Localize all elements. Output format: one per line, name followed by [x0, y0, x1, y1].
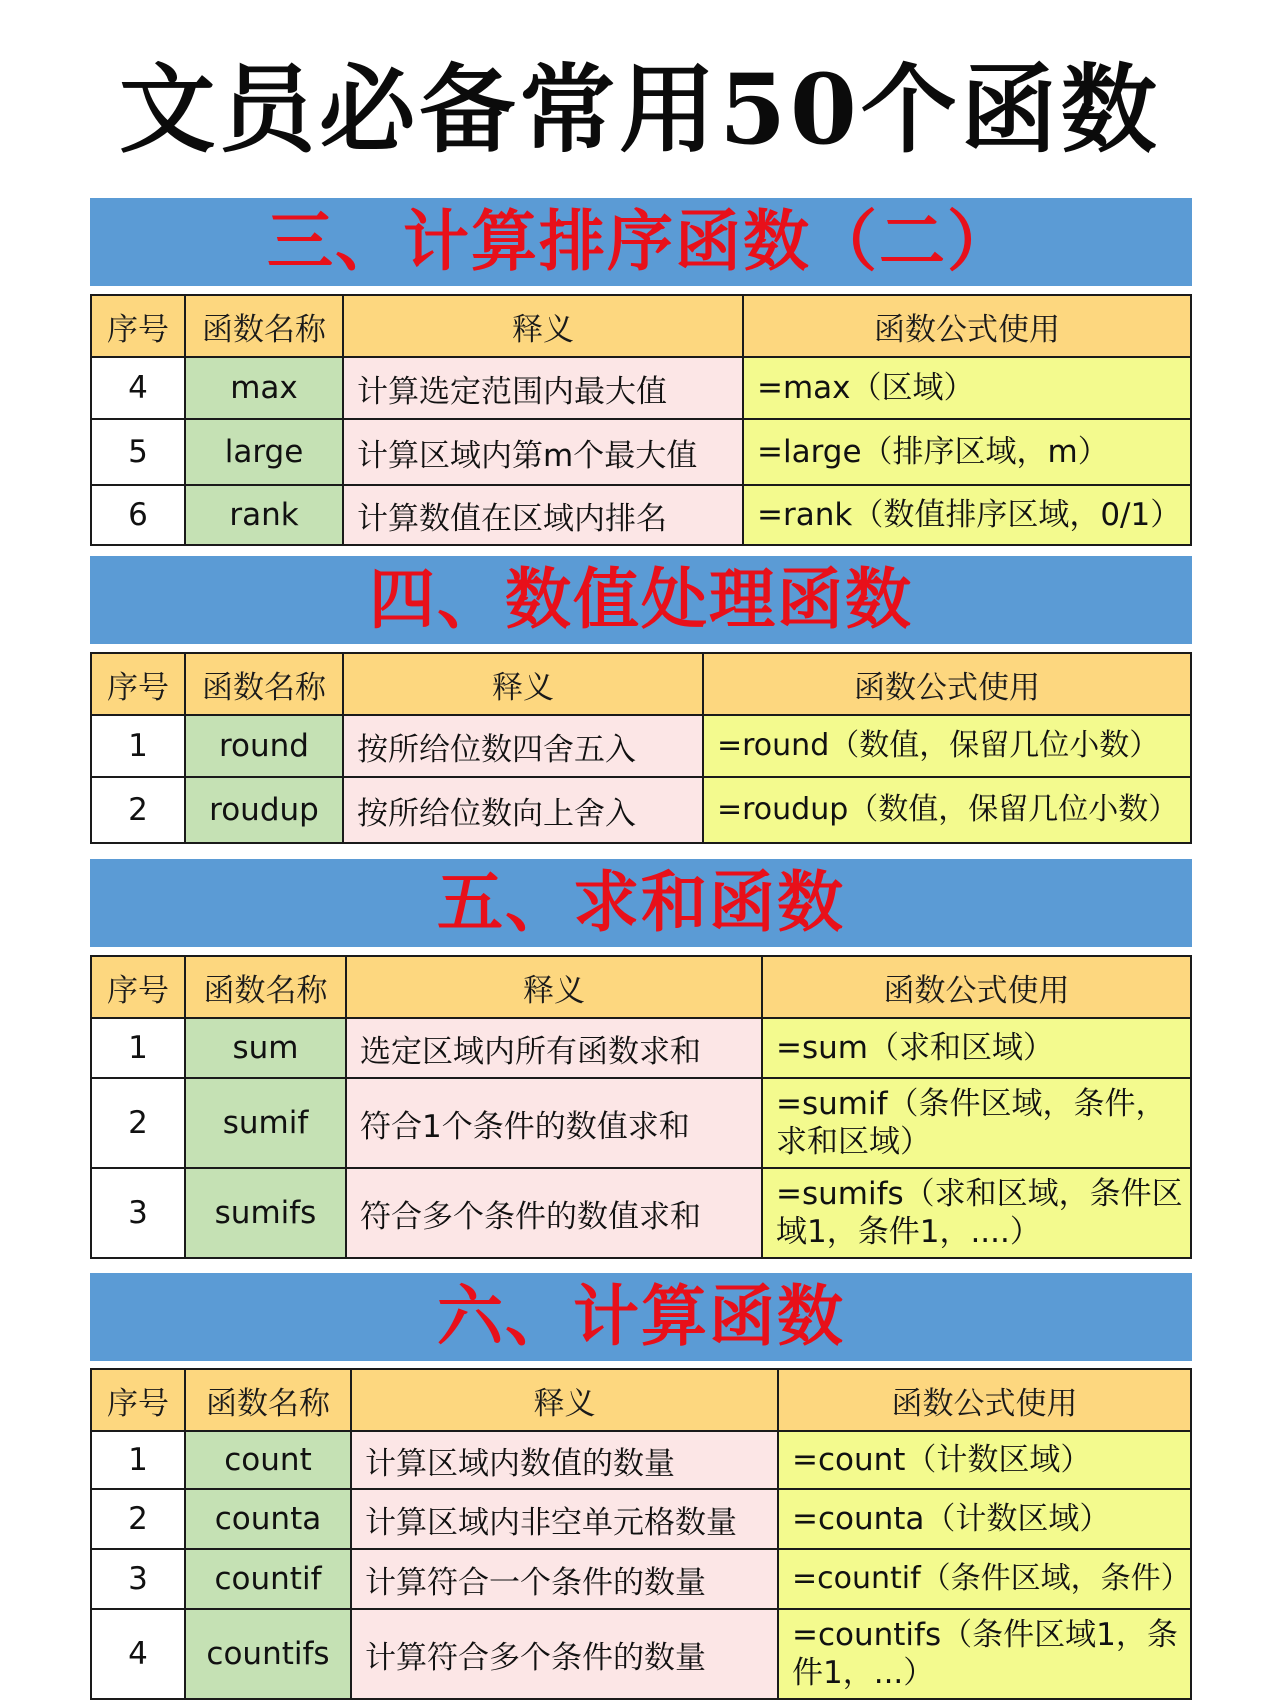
row-index: 6 [91, 485, 185, 545]
section-title-calc-sort: 三、计算排序函数（二） [90, 198, 1192, 286]
header-formula: 函数公式使用 [778, 1369, 1191, 1431]
function-name: large [185, 419, 343, 485]
table-row [91, 485, 1191, 545]
table-row [91, 1168, 1191, 1258]
header-function-name: 函数名称 [185, 653, 343, 715]
function-formula: =countif（条件区域，条件） [778, 1549, 1191, 1609]
function-name: sumifs [185, 1168, 346, 1258]
function-description: 符合1个条件的数值求和 [346, 1078, 762, 1168]
function-formula: =countifs（条件区域1，条件1，...） [778, 1609, 1191, 1699]
function-formula: =sumif（条件区域，条件，求和区域） [762, 1078, 1191, 1168]
table-row [91, 1018, 1191, 1078]
page-title: 文员必备常用50个函数 [119, 53, 1161, 166]
table-row [91, 1609, 1191, 1699]
function-name: counta [185, 1489, 351, 1549]
function-formula: =large（排序区域，m） [743, 419, 1191, 485]
function-name: count [185, 1431, 351, 1489]
header-function-name: 函数名称 [185, 295, 343, 357]
function-table-calc-sort [90, 294, 1192, 546]
function-formula: =count（计数区域） [778, 1431, 1191, 1489]
header-description: 释义 [343, 295, 743, 357]
header-function-name: 函数名称 [185, 956, 346, 1018]
table-row [91, 419, 1191, 485]
table-header-row [91, 653, 1191, 715]
function-description: 按所给位数四舍五入 [343, 715, 703, 777]
table-row [91, 777, 1191, 843]
section-title-count: 六、计算函数 [90, 1273, 1192, 1361]
function-name: sum [185, 1018, 346, 1078]
row-index: 5 [91, 419, 185, 485]
function-description: 计算区域内数值的数量 [351, 1431, 778, 1489]
row-index: 3 [91, 1549, 185, 1609]
function-table-sum [90, 955, 1192, 1259]
table-row [91, 1078, 1191, 1168]
function-description: 选定区域内所有函数求和 [346, 1018, 762, 1078]
header-function-name: 函数名称 [185, 1369, 351, 1431]
row-index: 3 [91, 1168, 185, 1258]
function-description: 按所给位数向上舍入 [343, 777, 703, 843]
function-description: 计算区域内非空单元格数量 [351, 1489, 778, 1549]
function-description: 计算区域内第m个最大值 [343, 419, 743, 485]
table-row [91, 1489, 1191, 1549]
function-table-number-processing [90, 652, 1192, 844]
function-name: roudup [185, 777, 343, 843]
header-index: 序号 [91, 1369, 185, 1431]
function-formula: =counta（计数区域） [778, 1489, 1191, 1549]
function-name: sumif [185, 1078, 346, 1168]
table-row [91, 715, 1191, 777]
table-header-row [91, 1369, 1191, 1431]
function-name: countif [185, 1549, 351, 1609]
function-formula: =round（数值，保留几位小数） [703, 715, 1191, 777]
table-row [91, 357, 1191, 419]
section-title-sum: 五、求和函数 [90, 859, 1192, 947]
function-formula: =rank（数值排序区域，0/1） [743, 485, 1191, 545]
row-index: 1 [91, 1431, 185, 1489]
row-index: 2 [91, 777, 185, 843]
function-formula: =sumifs（求和区域，条件区域1，条件1，....） [762, 1168, 1191, 1258]
header-index: 序号 [91, 653, 185, 715]
function-formula: =max（区域） [743, 357, 1191, 419]
function-name: round [185, 715, 343, 777]
function-description: 计算符合多个条件的数量 [351, 1609, 778, 1699]
header-formula: 函数公式使用 [762, 956, 1191, 1018]
function-formula: =roudup（数值，保留几位小数） [703, 777, 1191, 843]
table-row [91, 1431, 1191, 1489]
function-formula: =sum（求和区域） [762, 1018, 1191, 1078]
function-table-count [90, 1368, 1192, 1700]
section-title-number-processing: 四、数值处理函数 [90, 556, 1192, 644]
header-index: 序号 [91, 295, 185, 357]
row-index: 1 [91, 1018, 185, 1078]
row-index: 4 [91, 1609, 185, 1699]
table-header-row [91, 956, 1191, 1018]
function-description: 计算符合一个条件的数量 [351, 1549, 778, 1609]
function-name: countifs [185, 1609, 351, 1699]
table-header-row [91, 295, 1191, 357]
function-description: 计算选定范围内最大值 [343, 357, 743, 419]
row-index: 1 [91, 715, 185, 777]
row-index: 4 [91, 357, 185, 419]
function-description: 符合多个条件的数值求和 [346, 1168, 762, 1258]
function-description: 计算数值在区域内排名 [343, 485, 743, 545]
header-description: 释义 [343, 653, 703, 715]
function-name: rank [185, 485, 343, 545]
header-formula: 函数公式使用 [743, 295, 1191, 357]
row-index: 2 [91, 1489, 185, 1549]
header-description: 释义 [351, 1369, 778, 1431]
header-formula: 函数公式使用 [703, 653, 1191, 715]
table-row [91, 1549, 1191, 1609]
header-index: 序号 [91, 956, 185, 1018]
function-name: max [185, 357, 343, 419]
header-description: 释义 [346, 956, 762, 1018]
row-index: 2 [91, 1078, 185, 1168]
